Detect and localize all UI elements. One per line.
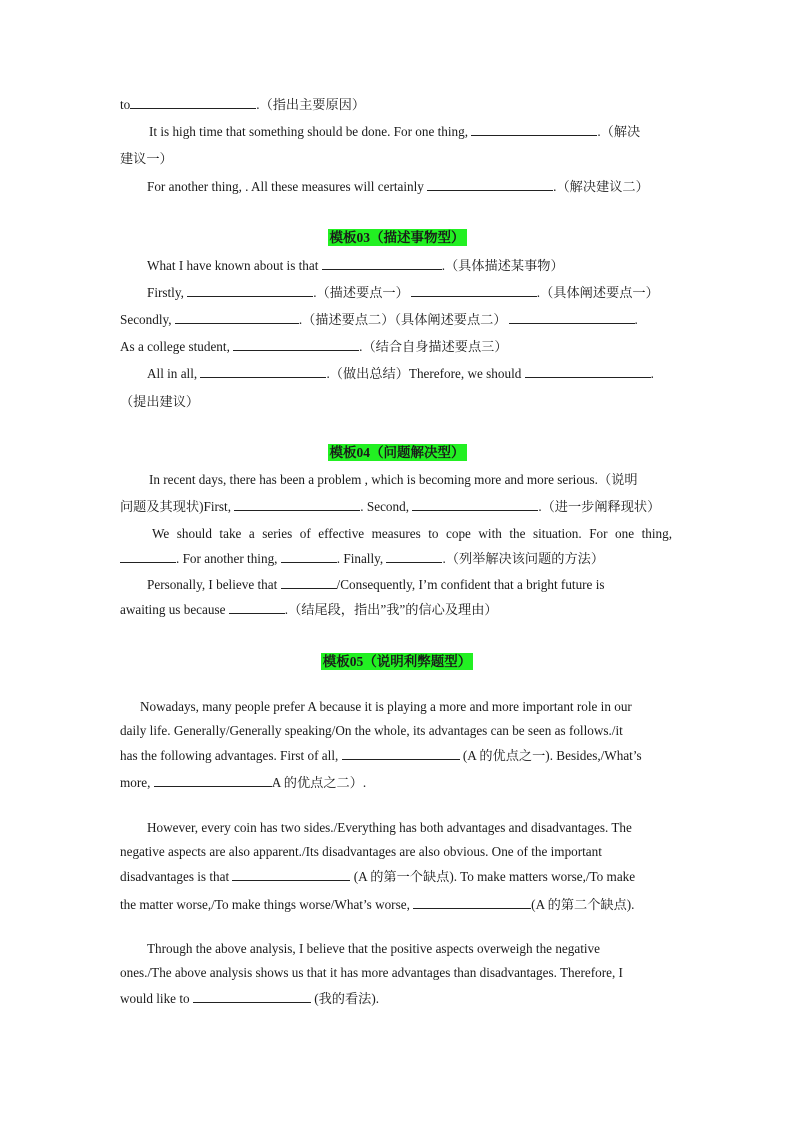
t03-line-6: （提出建议） bbox=[120, 394, 200, 409]
text: awaiting us because bbox=[120, 602, 229, 617]
heading-text: 模板05（说明利弊题型） bbox=[322, 654, 472, 669]
text: (A 的优点之一). Besides,/What’s bbox=[459, 748, 642, 763]
blank bbox=[509, 311, 635, 324]
text: /Consequently, I’m confident that a bright future is bbox=[336, 577, 605, 592]
blank bbox=[130, 96, 256, 109]
text: .（指出主要原因） bbox=[256, 97, 366, 112]
text: As a college student, bbox=[120, 339, 234, 354]
blank bbox=[193, 990, 311, 1003]
t04-line-1: In recent days, there has been a problem , which is becoming more and more serious.（说明 bbox=[149, 472, 638, 487]
t04-line-4 bbox=[120, 550, 675, 568]
blank bbox=[471, 123, 597, 136]
t05-p2-line-4 bbox=[120, 896, 675, 914]
text: .（描述要点二）（具体阐述要点二） bbox=[298, 312, 507, 327]
t03-line-1 bbox=[147, 257, 675, 275]
text: . Second, bbox=[360, 499, 413, 514]
blank bbox=[412, 498, 538, 511]
heading-text: 模板03（描述事物型） bbox=[329, 230, 465, 245]
text: .（结尾段，指出”我”的信心及理由） bbox=[284, 602, 498, 617]
blank bbox=[232, 868, 350, 881]
blank bbox=[120, 550, 176, 563]
blank bbox=[281, 576, 337, 589]
blank bbox=[175, 311, 299, 324]
blank bbox=[427, 178, 553, 191]
text: Firstly, bbox=[147, 285, 188, 300]
t05-p2-line-1: However, every coin has two sides./Everything has both advantages and disadvantages. The bbox=[147, 820, 632, 835]
t05-p2-line-2: negative aspects are also apparent./Its disadvantages are also obvious. One of the important bbox=[120, 844, 602, 859]
text: would like to bbox=[120, 991, 193, 1006]
heading-template-05 bbox=[0, 652, 794, 672]
t03-line-4 bbox=[120, 338, 675, 356]
text: .（进一步阐释现状） bbox=[538, 499, 661, 514]
blank bbox=[233, 338, 359, 351]
blank bbox=[411, 284, 537, 297]
text: .（具体阐述要点一） bbox=[536, 285, 659, 300]
heading-template-04 bbox=[0, 443, 794, 463]
text: has the following advantages. First of all, bbox=[120, 748, 342, 763]
text: .（结合自身描述要点三） bbox=[359, 339, 508, 354]
text: 问题及其现状)First, bbox=[120, 499, 235, 514]
intro-line-1 bbox=[120, 96, 675, 114]
t05-p2-line-3 bbox=[120, 868, 675, 886]
blank bbox=[154, 774, 272, 787]
blank bbox=[525, 365, 651, 378]
heading-text: 模板04（问题解决型） bbox=[329, 445, 465, 460]
blank bbox=[413, 896, 531, 909]
text: What I have known about is that bbox=[147, 258, 322, 273]
intro-line-4 bbox=[147, 178, 675, 196]
t05-p1-line-3 bbox=[120, 747, 675, 765]
text: A 的优点之二）. bbox=[271, 775, 367, 790]
intro-line-3: 建议一） bbox=[120, 151, 173, 166]
blank bbox=[234, 498, 360, 511]
text: .（描述要点一） bbox=[313, 285, 409, 300]
t05-p1-line-2: daily life. Generally/Generally speaking/On the whole, its advantages can be seen as follows./it bbox=[120, 723, 623, 738]
text: Personally, I believe that bbox=[147, 577, 281, 592]
text: disadvantages is that bbox=[120, 869, 233, 884]
text: .（解决建议二） bbox=[553, 179, 649, 194]
t03-line-5 bbox=[147, 365, 675, 383]
text: (我的看法). bbox=[310, 991, 380, 1006]
text: . bbox=[634, 312, 638, 327]
text: .（解决 bbox=[597, 124, 641, 139]
text: For another thing, . All these measures will certainly bbox=[147, 179, 428, 194]
blank bbox=[342, 747, 460, 760]
t04-line-5 bbox=[147, 576, 675, 594]
t05-p3-line-3 bbox=[120, 990, 675, 1008]
text: to bbox=[120, 97, 131, 112]
blank bbox=[322, 257, 442, 270]
text: . Finally, bbox=[336, 551, 387, 566]
t04-line-2 bbox=[120, 498, 675, 516]
text: (A 的第二个缺点). bbox=[531, 897, 635, 912]
text: (A 的第一个缺点). To make matters worse,/To make bbox=[350, 869, 636, 884]
t03-line-2 bbox=[147, 284, 675, 302]
t05-p3-line-1: Through the above analysis, I believe that the positive aspects overweigh the negative bbox=[147, 941, 600, 956]
t04-line-3: We should take a series of effective measures to cope with the situation. For one thing, bbox=[152, 526, 672, 541]
text: . bbox=[650, 366, 654, 381]
text: more, bbox=[120, 775, 154, 790]
heading-template-03 bbox=[0, 228, 794, 248]
text: All in all, bbox=[147, 366, 201, 381]
blank bbox=[281, 550, 337, 563]
t04-line-6 bbox=[120, 601, 675, 619]
t05-p1-line-4 bbox=[120, 774, 675, 792]
text: .（具体描述某事物） bbox=[441, 258, 564, 273]
text: .（列举解决该问题的方法） bbox=[442, 551, 605, 566]
intro-line-2 bbox=[149, 123, 677, 141]
text: It is high time that something should be done. For one thing, bbox=[149, 124, 472, 139]
text: .（做出总结）Therefore, we should bbox=[326, 366, 525, 381]
blank bbox=[229, 601, 285, 614]
text: Secondly, bbox=[120, 312, 175, 327]
blank bbox=[200, 365, 326, 378]
t05-p1-line-1: Nowadays, many people prefer A because it is playing a more and more important role in our bbox=[140, 699, 632, 714]
t03-line-3 bbox=[120, 311, 675, 329]
text: the matter worse,/To make things worse/What’s worse, bbox=[120, 897, 414, 912]
blank bbox=[187, 284, 313, 297]
blank bbox=[386, 550, 442, 563]
text: . For another thing, bbox=[176, 551, 281, 566]
t05-p3-line-2: ones./The above analysis shows us that it has more advantages than disadvantages. Therefore, I bbox=[120, 965, 623, 980]
